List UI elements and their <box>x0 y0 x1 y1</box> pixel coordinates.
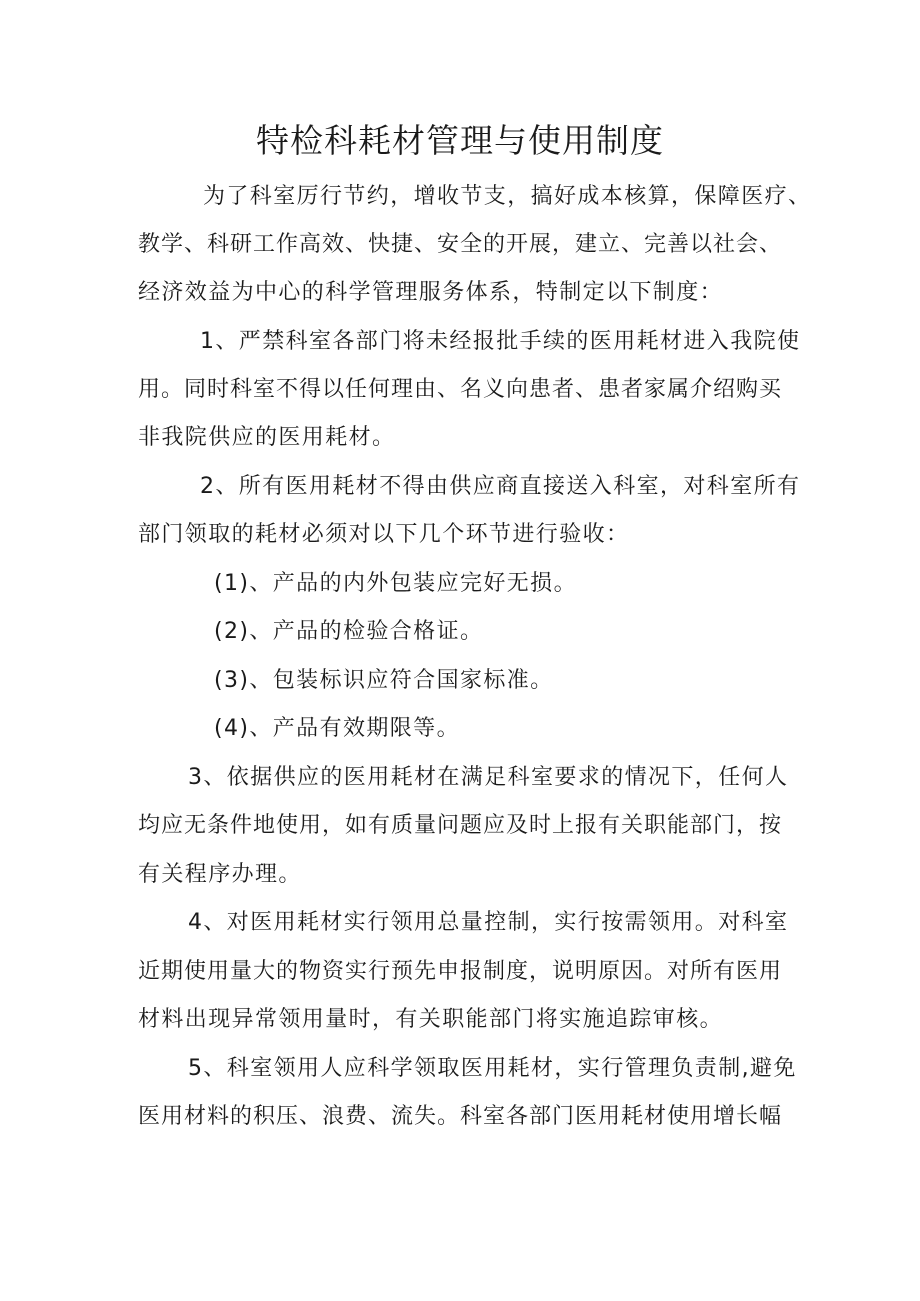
text-line: 非我院供应的医用耗材。 <box>138 425 396 450</box>
text-line: 4、对医用耗材实行领用总量控制，实行按需领用。对科室 <box>188 910 789 935</box>
text-line: (3)、包装标识应符合国家标准。 <box>214 668 554 693</box>
text-line: 有关程序办理。 <box>138 862 302 887</box>
text-line: (1)、产品的内外包装应完好无损。 <box>214 571 577 596</box>
text-line: 医用材料的积压、浪费、流失。科室各部门医用耗材使用增长幅 <box>138 1104 783 1129</box>
document-title: 特检科耗材管理与使用制度 <box>256 121 664 160</box>
text-line: 5、科室领用人应科学领取医用耗材，实行管理负责制,避免 <box>188 1056 797 1081</box>
text-line: 1、严禁科室各部门将未经报批手续的医用耗材进入我院使 <box>200 329 801 354</box>
text-line: 为了科室厉行节约，增收节支，搞好成本核算，保障医疗、 <box>203 184 812 209</box>
text-line: 用。同时科室不得以任何理由、名义向患者、患者家属介绍购买 <box>138 377 783 402</box>
text-line: 2、所有医用耗材不得由供应商直接送入科室，对科室所有 <box>200 474 801 499</box>
text-line: 部门领取的耗材必须对以下几个环节进行验收： <box>138 522 630 547</box>
text-line: 近期使用量大的物资实行预先申报制度，说明原因。对所有医用 <box>138 959 783 984</box>
text-line: 均应无条件地使用，如有质量问题应及时上报有关职能部门，按 <box>138 813 783 838</box>
text-line: (2)、产品的检验合格证。 <box>214 619 484 644</box>
text-line: 材料出现异常领用量时，有关职能部门将实施追踪审核。 <box>138 1007 724 1032</box>
text-line: 3、依据供应的医用耗材在满足科室要求的情况下，任何人 <box>188 765 789 790</box>
text-line: 教学、科研工作高效、快捷、安全的开展，建立、完善以社会、 <box>138 232 783 257</box>
text-line: (4)、产品有效期限等。 <box>214 716 460 741</box>
text-line: 经济效益为中心的科学管理服务体系，特制定以下制度： <box>138 280 724 305</box>
